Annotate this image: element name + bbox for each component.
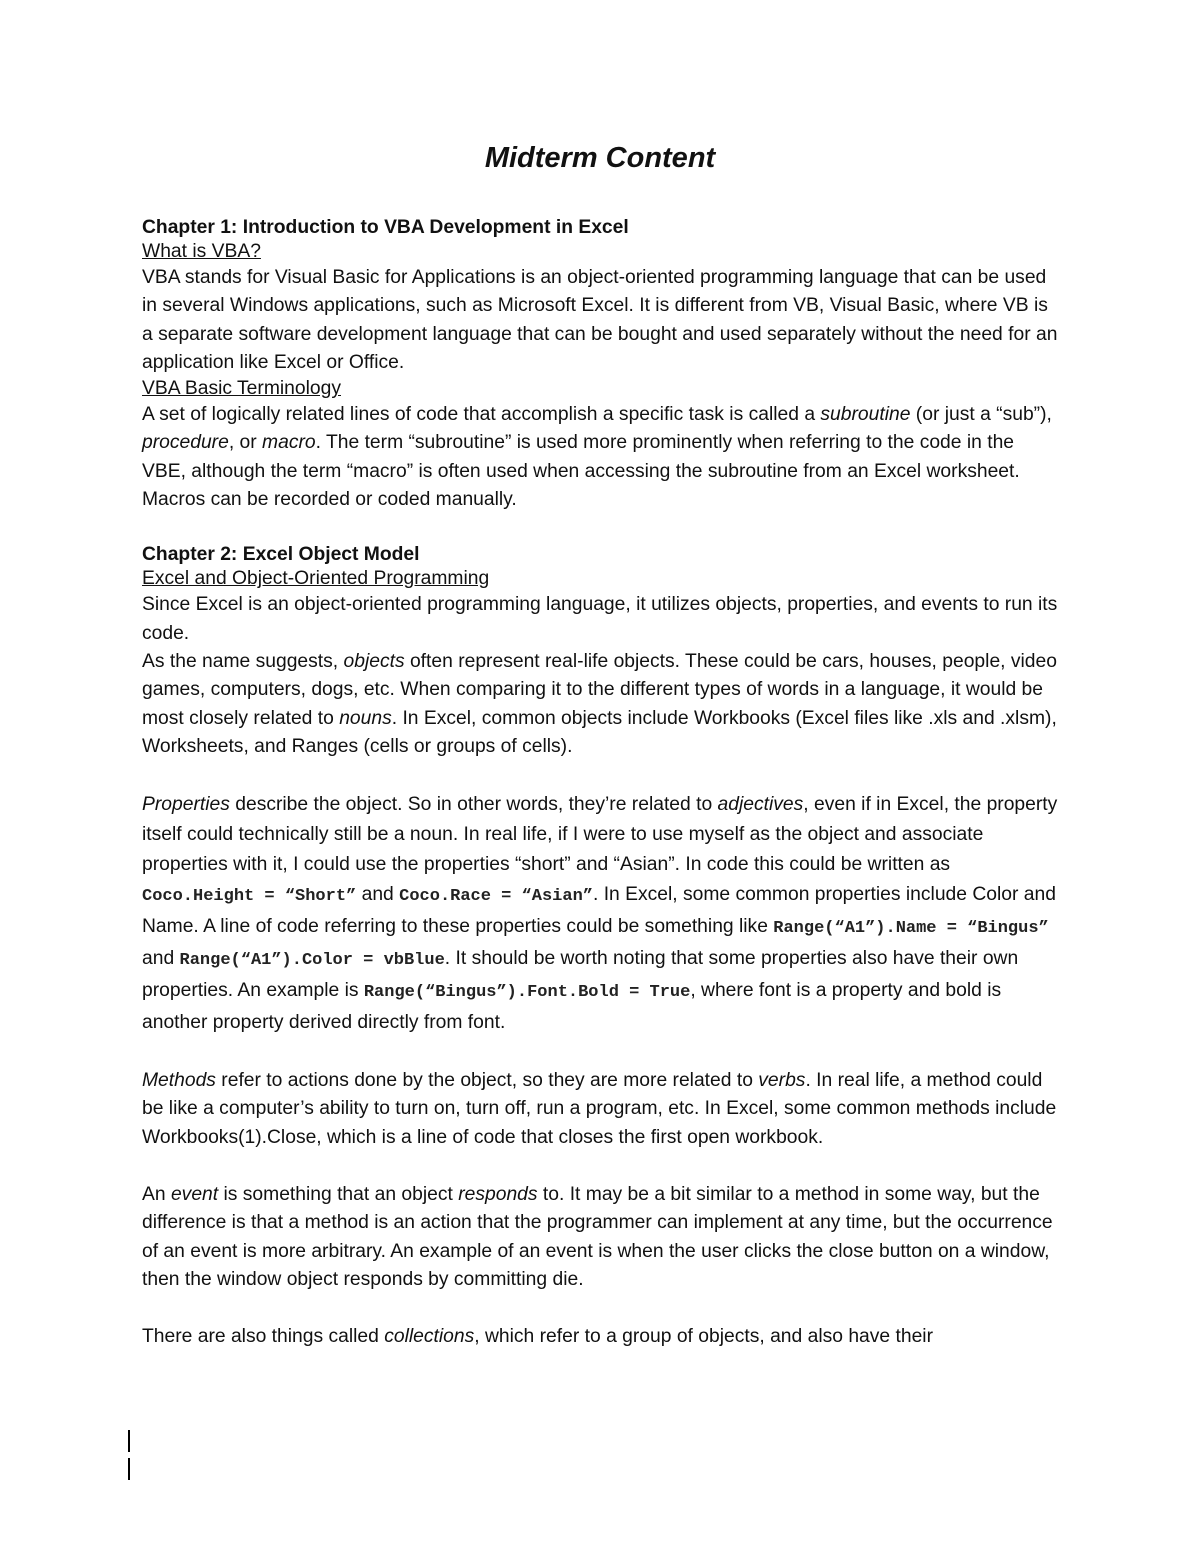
spacer [142, 1038, 1062, 1067]
chapter1-subheading-what-is-vba: What is VBA? [142, 241, 261, 262]
italic-term: responds [458, 1184, 538, 1206]
text-run: An [142, 1184, 171, 1206]
italic-term: procedure [142, 432, 229, 454]
text-run: is something that an object [218, 1184, 459, 1206]
italic-term: objects [343, 650, 405, 672]
code-snippet: Range(“A1”).Color = vbBlue [179, 951, 445, 971]
text-run: . The term “subroutine” is used more prominently when referring to the code in the VBE, although the term “macro” is often used when accessing the subroutine from an Excel worksheet. Macros can be recorded or coded manually. [142, 432, 1020, 511]
spacer [142, 761, 1062, 790]
italic-term: subroutine [820, 404, 911, 426]
italic-term: collections [384, 1326, 475, 1348]
text-run: to. It may be a bit similar to a method in some way, but the difference is that a method is an action that the programmer can implement at any time, but the occurrence of an event is more arbitrary. An example of an event is when the user clicks the close button on a window, then the window object responds by committing die. [142, 1184, 1053, 1290]
text-run: As the name suggests, [142, 650, 344, 672]
text-run: , where font is a property and bold is another property derived directly from font. [142, 980, 1002, 1034]
text-run: and [142, 948, 180, 970]
spacer [142, 514, 1062, 543]
chapter1-paragraph-1: VBA stands for Visual Basic for Applications is an object-oriented programming language that can be used in several Windows applications, such as Microsoft Excel. It is different from VB, Visual Basic, where VB is a separate software development language that can be bought and used separately without the need for an application like Excel or Office. [142, 267, 1058, 373]
text-run: (or just a “sub”), [910, 404, 1052, 426]
text-run: . It should be worth noting that some properties also have their own properties. An example is [142, 948, 1019, 1002]
text-run: . In Excel, common objects include Workbooks (Excel files like .xls and .xlsm), Worksheets, and Ranges (cells or groups of cells). [142, 707, 1057, 757]
italic-term: nouns [339, 707, 392, 729]
text-run: A set of logically related lines of code that accomplish a specific task is called a [142, 404, 821, 426]
code-snippet: Range(“A1”).Name = “Bingus” [773, 919, 1049, 939]
chapter2-paragraph-methods [142, 1067, 1062, 1152]
code-snippet: Coco.Race = “Asian” [399, 887, 593, 907]
chapter1-heading: Chapter 1: Introduction to VBA Development in Excel [142, 217, 629, 238]
chapter2-heading: Chapter 2: Excel Object Model [142, 544, 420, 566]
italic-term: Properties [142, 794, 230, 816]
text-run: There are also things called [142, 1326, 385, 1348]
document-title: Midterm Content [484, 142, 716, 174]
document-page [142, 138, 1062, 1352]
chapter2-paragraph-collections [142, 1323, 1062, 1351]
text-run: refer to actions done by the object, so they are more related to [215, 1070, 759, 1092]
chapter2-subheading-oop: Excel and Object-Oriented Programming [142, 568, 490, 590]
text-run: describe the object. So in other words, they’re related to [229, 794, 718, 816]
italic-term: adjectives [717, 794, 804, 816]
text-cursor-mark [128, 1430, 130, 1452]
text-cursor-mark [128, 1458, 130, 1480]
chapter1-paragraph-2 [142, 401, 1062, 514]
text-run: and [356, 884, 400, 906]
text-run: , even if in Excel, the property itself could technically still be a noun. In real life, if I were to use myself as the object and associate properties with it, I could use the properties “short” and “Asian”. In code this could be written as [142, 794, 1058, 876]
italic-term: Methods [142, 1070, 216, 1092]
chapter2-paragraph-objects [142, 648, 1062, 761]
italic-term: macro [262, 432, 316, 454]
text-run: , which refer to a group of objects, and also have their [474, 1326, 933, 1348]
text-run: , or [228, 432, 263, 454]
spacer [142, 1152, 1062, 1181]
spacer [142, 1294, 1062, 1323]
text-run: . In Excel, some common properties include Color and Name. A line of code referring to these properties could be something like [142, 884, 1056, 938]
code-snippet: Coco.Height = “Short” [142, 887, 357, 907]
chapter2-paragraph-1: Since Excel is an object-oriented programming language, it utilizes objects, properties, and events to run its code. [142, 594, 1058, 644]
chapter2-paragraph-properties [142, 790, 1062, 1038]
text-run: often represent real-life objects. These could be cars, houses, people, video games, computers, dogs, etc. When comparing it to the different types of words in a language, it would be most closely related to [142, 650, 1057, 729]
code-snippet: Range(“Bingus”).Font.Bold = True [363, 983, 691, 1003]
chapter2-paragraph-events [142, 1181, 1062, 1294]
italic-term: verbs [758, 1070, 806, 1092]
text-run: . In real life, a method could be like a computer’s ability to turn on, turn off, run a program, etc. In Excel, some common methods include Workbooks(1).Close, which is a line of code that closes the first open workbook. [142, 1070, 1057, 1148]
chapter1-subheading-terminology: VBA Basic Terminology [142, 378, 341, 400]
italic-term: event [170, 1184, 219, 1206]
